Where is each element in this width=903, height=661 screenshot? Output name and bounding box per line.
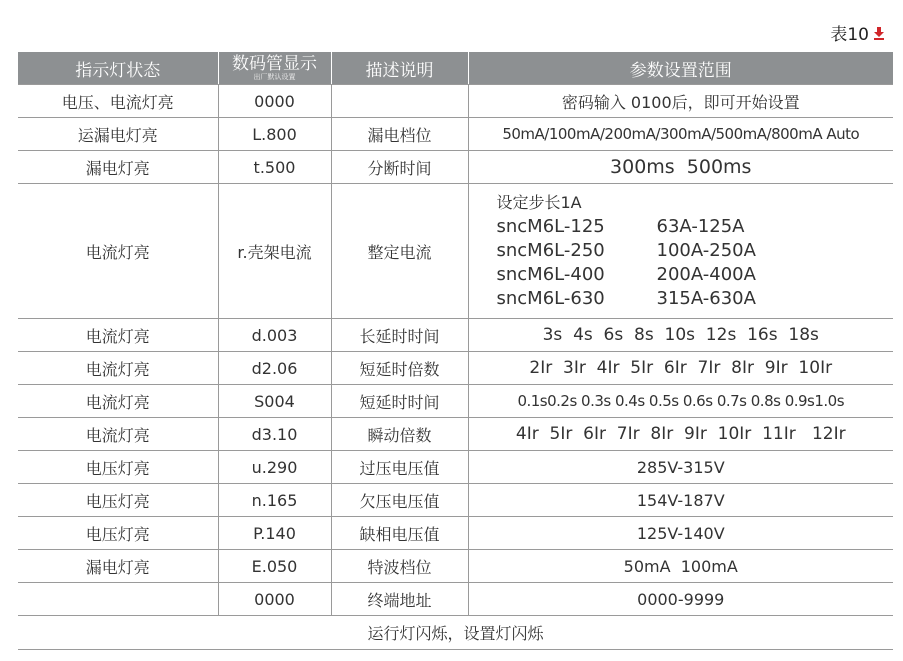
model-range-pair <box>497 239 756 263</box>
cell-description: 整定电流 <box>331 184 468 319</box>
model-name: sncM6L-125 <box>496 216 605 237</box>
table-row <box>18 184 893 319</box>
cell-description: 短延时倍数 <box>331 352 468 385</box>
caption-label: 表10 <box>830 25 869 45</box>
cell-display: 0000 <box>218 583 331 616</box>
cell-range: 3s 4s 6s 8s 10s 12s 16s 18s <box>468 319 893 352</box>
cell-description: 漏电档位 <box>331 118 468 151</box>
table-row <box>18 451 893 484</box>
header-display-label: 数码管显示 <box>232 54 317 74</box>
cell-description: 瞬动倍数 <box>331 418 468 451</box>
cell-indicator: 电流灯亮 <box>18 352 218 385</box>
cell-display: t.500 <box>218 151 331 184</box>
table-caption <box>830 20 885 45</box>
header-display-sub: 出厂默认设置 <box>253 73 296 81</box>
model-range: 100A-250A <box>656 240 756 261</box>
footer-note: 运行灯闪烁，设置灯闪烁 <box>18 616 893 650</box>
model-name: sncM6L-400 <box>496 264 605 285</box>
cell-display: r.壳架电流 <box>218 184 331 319</box>
cell-range: 125V-140V <box>468 517 893 550</box>
table-row <box>18 418 893 451</box>
cell-description: 缺相电压值 <box>331 517 468 550</box>
cell-range: 2Ir 3Ir 4Ir 5Ir 6Ir 7Ir 8Ir 9Ir 10Ir <box>468 352 893 385</box>
model-range-pair <box>497 215 756 239</box>
table-row <box>18 583 893 616</box>
cell-indicator: 电压、电流灯亮 <box>18 85 218 118</box>
cell-display: 0000 <box>218 85 331 118</box>
download-arrow-icon <box>873 26 885 40</box>
cell-display: d.003 <box>218 319 331 352</box>
cell-range <box>468 184 893 319</box>
step-label: 设定步长1A <box>496 193 582 212</box>
model-name: sncM6L-250 <box>496 240 605 261</box>
cell-description: 过压电压值 <box>331 451 468 484</box>
cell-range: 300ms 500ms <box>468 151 893 184</box>
cell-indicator: 电流灯亮 <box>18 385 218 418</box>
cell-display: n.165 <box>218 484 331 517</box>
current-range-block <box>489 191 756 311</box>
cell-range: 50mA 100mA <box>468 550 893 583</box>
cell-range: 密码输入 0100后，即可开始设置 <box>468 85 893 118</box>
cell-indicator: 电流灯亮 <box>18 184 218 319</box>
table-row <box>18 550 893 583</box>
header-description: 描述说明 <box>331 52 468 85</box>
cell-range: 285V-315V <box>468 451 893 484</box>
model-range: 200A-400A <box>656 264 756 285</box>
cell-display: L.800 <box>218 118 331 151</box>
header-display <box>218 52 331 85</box>
table-row <box>18 118 893 151</box>
cell-range: 4Ir 5Ir 6Ir 7Ir 8Ir 9Ir 10Ir 11Ir 12Ir <box>468 418 893 451</box>
model-range-pair <box>497 263 756 287</box>
table-row <box>18 385 893 418</box>
cell-description: 特波档位 <box>331 550 468 583</box>
table-row <box>18 151 893 184</box>
model-name: sncM6L-630 <box>496 288 605 309</box>
cell-range: 0.1s0.2s 0.3s 0.4s 0.5s 0.6s 0.7s 0.8s 0.9s1.0s <box>468 385 893 418</box>
cell-display: d3.10 <box>218 418 331 451</box>
cell-indicator: 漏电灯亮 <box>18 550 218 583</box>
cell-indicator: 电压灯亮 <box>18 451 218 484</box>
cell-indicator: 电流灯亮 <box>18 418 218 451</box>
table-row <box>18 484 893 517</box>
cell-description: 分断时间 <box>331 151 468 184</box>
table-row <box>18 352 893 385</box>
table-row <box>18 517 893 550</box>
table-row <box>18 85 893 118</box>
cell-indicator <box>18 583 218 616</box>
cell-display: P.140 <box>218 517 331 550</box>
cell-description: 终端地址 <box>331 583 468 616</box>
cell-display: S004 <box>218 385 331 418</box>
header-range: 参数设置范围 <box>468 52 893 85</box>
cell-range: 154V-187V <box>468 484 893 517</box>
header-indicator: 指示灯状态 <box>18 52 218 85</box>
cell-indicator: 电压灯亮 <box>18 484 218 517</box>
cell-description: 短延时时间 <box>331 385 468 418</box>
cell-description <box>331 85 468 118</box>
model-range-pair <box>497 287 756 311</box>
cell-indicator: 漏电灯亮 <box>18 151 218 184</box>
cell-display: d2.06 <box>218 352 331 385</box>
table-header-row <box>18 52 893 85</box>
model-range: 63A-125A <box>656 216 745 237</box>
cell-description: 欠压电压值 <box>331 484 468 517</box>
cell-range: 0000-9999 <box>468 583 893 616</box>
cell-indicator: 电流灯亮 <box>18 319 218 352</box>
table-row <box>18 319 893 352</box>
cell-display: u.290 <box>218 451 331 484</box>
cell-display: E.050 <box>218 550 331 583</box>
table-footer-row <box>18 616 893 650</box>
model-range: 315A-630A <box>656 288 756 309</box>
cell-indicator: 电压灯亮 <box>18 517 218 550</box>
cell-indicator: 运漏电灯亮 <box>18 118 218 151</box>
cell-description: 长延时时间 <box>331 319 468 352</box>
parameter-table <box>18 52 893 650</box>
cell-range: 50mA/100mA/200mA/300mA/500mA/800mA Auto <box>468 118 893 151</box>
